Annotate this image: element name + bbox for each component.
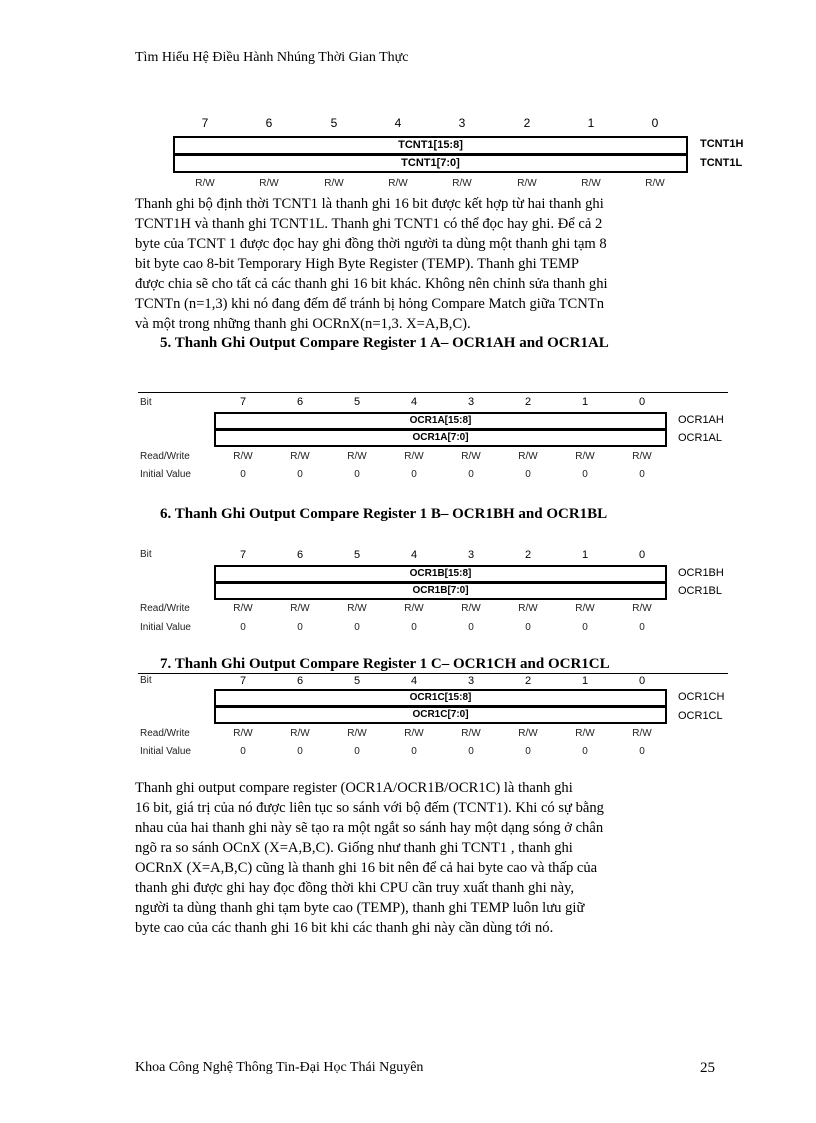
initial-value: 0 xyxy=(582,746,588,757)
initial-value: 0 xyxy=(297,622,303,633)
access-rw: R/W xyxy=(632,603,652,614)
bit-number: 7 xyxy=(239,675,247,687)
access-rw: R/W xyxy=(518,728,538,739)
access-rw: R/W xyxy=(404,728,424,739)
initial-value: 0 xyxy=(525,746,531,757)
access-rw: R/W xyxy=(347,728,367,739)
access-rw: R/W xyxy=(518,603,538,614)
initial-value: 0 xyxy=(354,469,360,480)
bit-number: 7 xyxy=(201,116,209,130)
access-rw: R/W xyxy=(195,178,215,189)
initial-value-label: Initial Value xyxy=(140,622,191,633)
tcnt1-high-field: TCNT1[15:8] xyxy=(173,136,688,155)
access-rw: R/W xyxy=(632,728,652,739)
access-rw: R/W xyxy=(632,451,652,462)
paragraph-ocr xyxy=(135,778,604,938)
bit-number: 4 xyxy=(394,116,402,130)
bit-number: 1 xyxy=(581,675,589,687)
section-7-heading: 7. Thanh Ghi Output Compare Register 1 C– OCR1CH and OCR1CL xyxy=(160,656,610,672)
ocr1c-register-diagram xyxy=(138,672,728,767)
text-line: được chia sẽ cho tất cả các thanh ghi 16 bit khác. Không nên chỉnh sửa thanh ghi xyxy=(135,276,608,292)
bit-number: 6 xyxy=(296,549,304,561)
text-line: thanh ghi được ghi hay đọc đồng thời khi CPU cần truy xuất thanh ghi này, xyxy=(135,880,575,896)
ocr1cl-name: OCR1CL xyxy=(678,710,723,722)
initial-value: 0 xyxy=(525,469,531,480)
bit-number: 1 xyxy=(581,549,589,561)
paragraph-tcnt1 xyxy=(135,194,608,334)
page-number: 25 xyxy=(700,1060,715,1076)
initial-value: 0 xyxy=(468,469,474,480)
text-line: ngõ ra so sánh OCnX (X=A,B,C). Giống như thanh ghi TCNT1 , thanh ghi xyxy=(135,840,573,856)
ocr1b-register-diagram xyxy=(138,543,728,638)
initial-value: 0 xyxy=(411,746,417,757)
initial-value: 0 xyxy=(240,469,246,480)
ocr1a-register-diagram xyxy=(138,390,728,485)
initial-value: 0 xyxy=(297,469,303,480)
access-rw: R/W xyxy=(347,603,367,614)
bit-number: 2 xyxy=(524,549,532,561)
ocr1bl-name: OCR1BL xyxy=(678,585,723,597)
initial-value: 0 xyxy=(582,622,588,633)
access-rw: R/W xyxy=(461,728,481,739)
divider xyxy=(138,392,728,393)
text-line: nhau của hai thanh ghi này sẽ tạo ra một ngắt so sánh hay một dạng sóng ở chân xyxy=(135,820,604,836)
access-rw: R/W xyxy=(518,451,538,462)
initial-value: 0 xyxy=(411,469,417,480)
bit-number: 5 xyxy=(353,396,361,408)
bit-number: 6 xyxy=(296,675,304,687)
bit-number: 6 xyxy=(296,396,304,408)
text-line: Thanh ghi output compare register (OCR1A/OCR1B/OCR1C) là thanh ghi xyxy=(135,780,573,796)
initial-value-label: Initial Value xyxy=(140,746,191,757)
access-rw: R/W xyxy=(461,451,481,462)
initial-value: 0 xyxy=(240,746,246,757)
bit-number: 1 xyxy=(587,116,595,130)
initial-value: 0 xyxy=(354,622,360,633)
text-line: bit byte cao 8-bit Temporary High Byte Register (TEMP). Thanh ghi TEMP xyxy=(135,256,580,272)
initial-value: 0 xyxy=(582,469,588,480)
bit-number: 0 xyxy=(638,396,646,408)
text-line: 16 bit, giá trị của nó được liên tục so sánh với bộ đếm (TCNT1). Khi có sự bằng xyxy=(135,800,604,816)
initial-value: 0 xyxy=(468,746,474,757)
bit-label: Bit xyxy=(140,675,152,686)
bit-number: 3 xyxy=(467,396,475,408)
access-rw: R/W xyxy=(347,451,367,462)
text-line: và một trong những thanh ghi OCRnX(n=1,3. X=A,B,C). xyxy=(135,316,471,332)
access-rw: R/W xyxy=(324,178,344,189)
access-rw: R/W xyxy=(575,728,595,739)
text-line: Thanh ghi bộ định thời TCNT1 là thanh ghi 16 bit được kết hợp từ hai thanh ghi xyxy=(135,196,604,212)
initial-value: 0 xyxy=(411,622,417,633)
bit-number: 5 xyxy=(353,675,361,687)
tcnt1-low-field: TCNT1[7:0] xyxy=(173,154,688,173)
ocr1bh-name: OCR1BH xyxy=(678,567,724,579)
access-rw: R/W xyxy=(581,178,601,189)
access-rw: R/W xyxy=(461,603,481,614)
initial-value: 0 xyxy=(468,622,474,633)
ocr1al-name: OCR1AL xyxy=(678,432,723,444)
text-line: byte của TCNT 1 được đọc hay ghi đồng thời người ta dùng một thanh ghi tạm 8 xyxy=(135,236,607,252)
ocr1b-low-field: OCR1B[7:0] xyxy=(214,582,667,600)
bit-number: 0 xyxy=(638,675,646,687)
bit-number: 3 xyxy=(458,116,466,130)
bit-label: Bit xyxy=(140,397,152,408)
bit-number: 0 xyxy=(638,549,646,561)
bit-number: 1 xyxy=(581,396,589,408)
read-write-label: Read/Write xyxy=(140,451,190,462)
initial-value: 0 xyxy=(354,746,360,757)
bit-number: 4 xyxy=(410,675,418,687)
bit-number: 7 xyxy=(239,549,247,561)
access-rw: R/W xyxy=(404,603,424,614)
ocr1c-low-field: OCR1C[7:0] xyxy=(214,706,667,724)
read-write-label: Read/Write xyxy=(140,603,190,614)
initial-value: 0 xyxy=(639,746,645,757)
bit-label: Bit xyxy=(140,549,152,560)
initial-value-label: Initial Value xyxy=(140,469,191,480)
tcnt1l-name: TCNT1L xyxy=(700,157,743,169)
ocr1a-low-field: OCR1A[7:0] xyxy=(214,429,667,447)
access-rw: R/W xyxy=(233,451,253,462)
text-line: TCNT1H và thanh ghi TCNT1L. Thanh ghi TCNT1 có thể đọc hay ghi. Để cả 2 xyxy=(135,216,603,232)
ocr1ah-name: OCR1AH xyxy=(678,414,724,426)
access-rw: R/W xyxy=(233,728,253,739)
bit-number: 6 xyxy=(265,116,273,130)
access-rw: R/W xyxy=(645,178,665,189)
bit-number: 2 xyxy=(523,116,531,130)
bit-number: 3 xyxy=(467,549,475,561)
text-line: byte cao của các thanh ghi 16 bit khi các thanh ghi này cần dùng tới nó. xyxy=(135,920,554,936)
section-6-heading: 6. Thanh Ghi Output Compare Register 1 B– OCR1BH and OCR1BL xyxy=(160,506,608,522)
text-line: người ta dùng thanh ghi tạm byte cao (TEMP), thanh ghi TEMP luôn lưu giữ xyxy=(135,900,585,916)
access-rw: R/W xyxy=(259,178,279,189)
ocr1c-high-field: OCR1C[15:8] xyxy=(214,689,667,707)
initial-value: 0 xyxy=(639,622,645,633)
bit-number: 0 xyxy=(651,116,659,130)
access-rw: R/W xyxy=(517,178,537,189)
access-rw: R/W xyxy=(575,603,595,614)
access-rw: R/W xyxy=(290,451,310,462)
initial-value: 0 xyxy=(525,622,531,633)
tcnt1-register-diagram xyxy=(170,114,750,194)
access-rw: R/W xyxy=(233,603,253,614)
access-rw: R/W xyxy=(290,603,310,614)
access-rw: R/W xyxy=(575,451,595,462)
read-write-label: Read/Write xyxy=(140,728,190,739)
access-rw: R/W xyxy=(388,178,408,189)
ocr1a-high-field: OCR1A[15:8] xyxy=(214,412,667,430)
bit-number: 2 xyxy=(524,396,532,408)
access-rw: R/W xyxy=(452,178,472,189)
bit-number: 4 xyxy=(410,396,418,408)
access-rw: R/W xyxy=(290,728,310,739)
bit-number: 3 xyxy=(467,675,475,687)
section-5-heading: 5. Thanh Ghi Output Compare Register 1 A– OCR1AH and OCR1AL xyxy=(160,335,609,351)
bit-number: 7 xyxy=(239,396,247,408)
footer-institution: Khoa Công Nghệ Thông Tin-Đại Học Thái Nguyên xyxy=(135,1060,424,1075)
ocr1b-high-field: OCR1B[15:8] xyxy=(214,565,667,583)
bit-number: 5 xyxy=(330,116,338,130)
access-rw: R/W xyxy=(404,451,424,462)
page-header: Tìm Hiểu Hệ Điều Hành Nhúng Thời Gian Thực xyxy=(135,50,409,65)
ocr1ch-name: OCR1CH xyxy=(678,691,725,703)
bit-number: 5 xyxy=(353,549,361,561)
initial-value: 0 xyxy=(240,622,246,633)
bit-number: 2 xyxy=(524,675,532,687)
bit-number: 4 xyxy=(410,549,418,561)
initial-value: 0 xyxy=(297,746,303,757)
text-line: OCRnX (X=A,B,C) cũng là thanh ghi 16 bit nên để cả hai byte cao và thấp của xyxy=(135,860,598,876)
divider xyxy=(138,673,728,674)
initial-value: 0 xyxy=(639,469,645,480)
tcnt1h-name: TCNT1H xyxy=(700,138,744,150)
text-line: TCNTn (n=1,3) khi nó đang đếm để tránh bị hỏng Compare Match giữa TCNTn xyxy=(135,296,605,312)
